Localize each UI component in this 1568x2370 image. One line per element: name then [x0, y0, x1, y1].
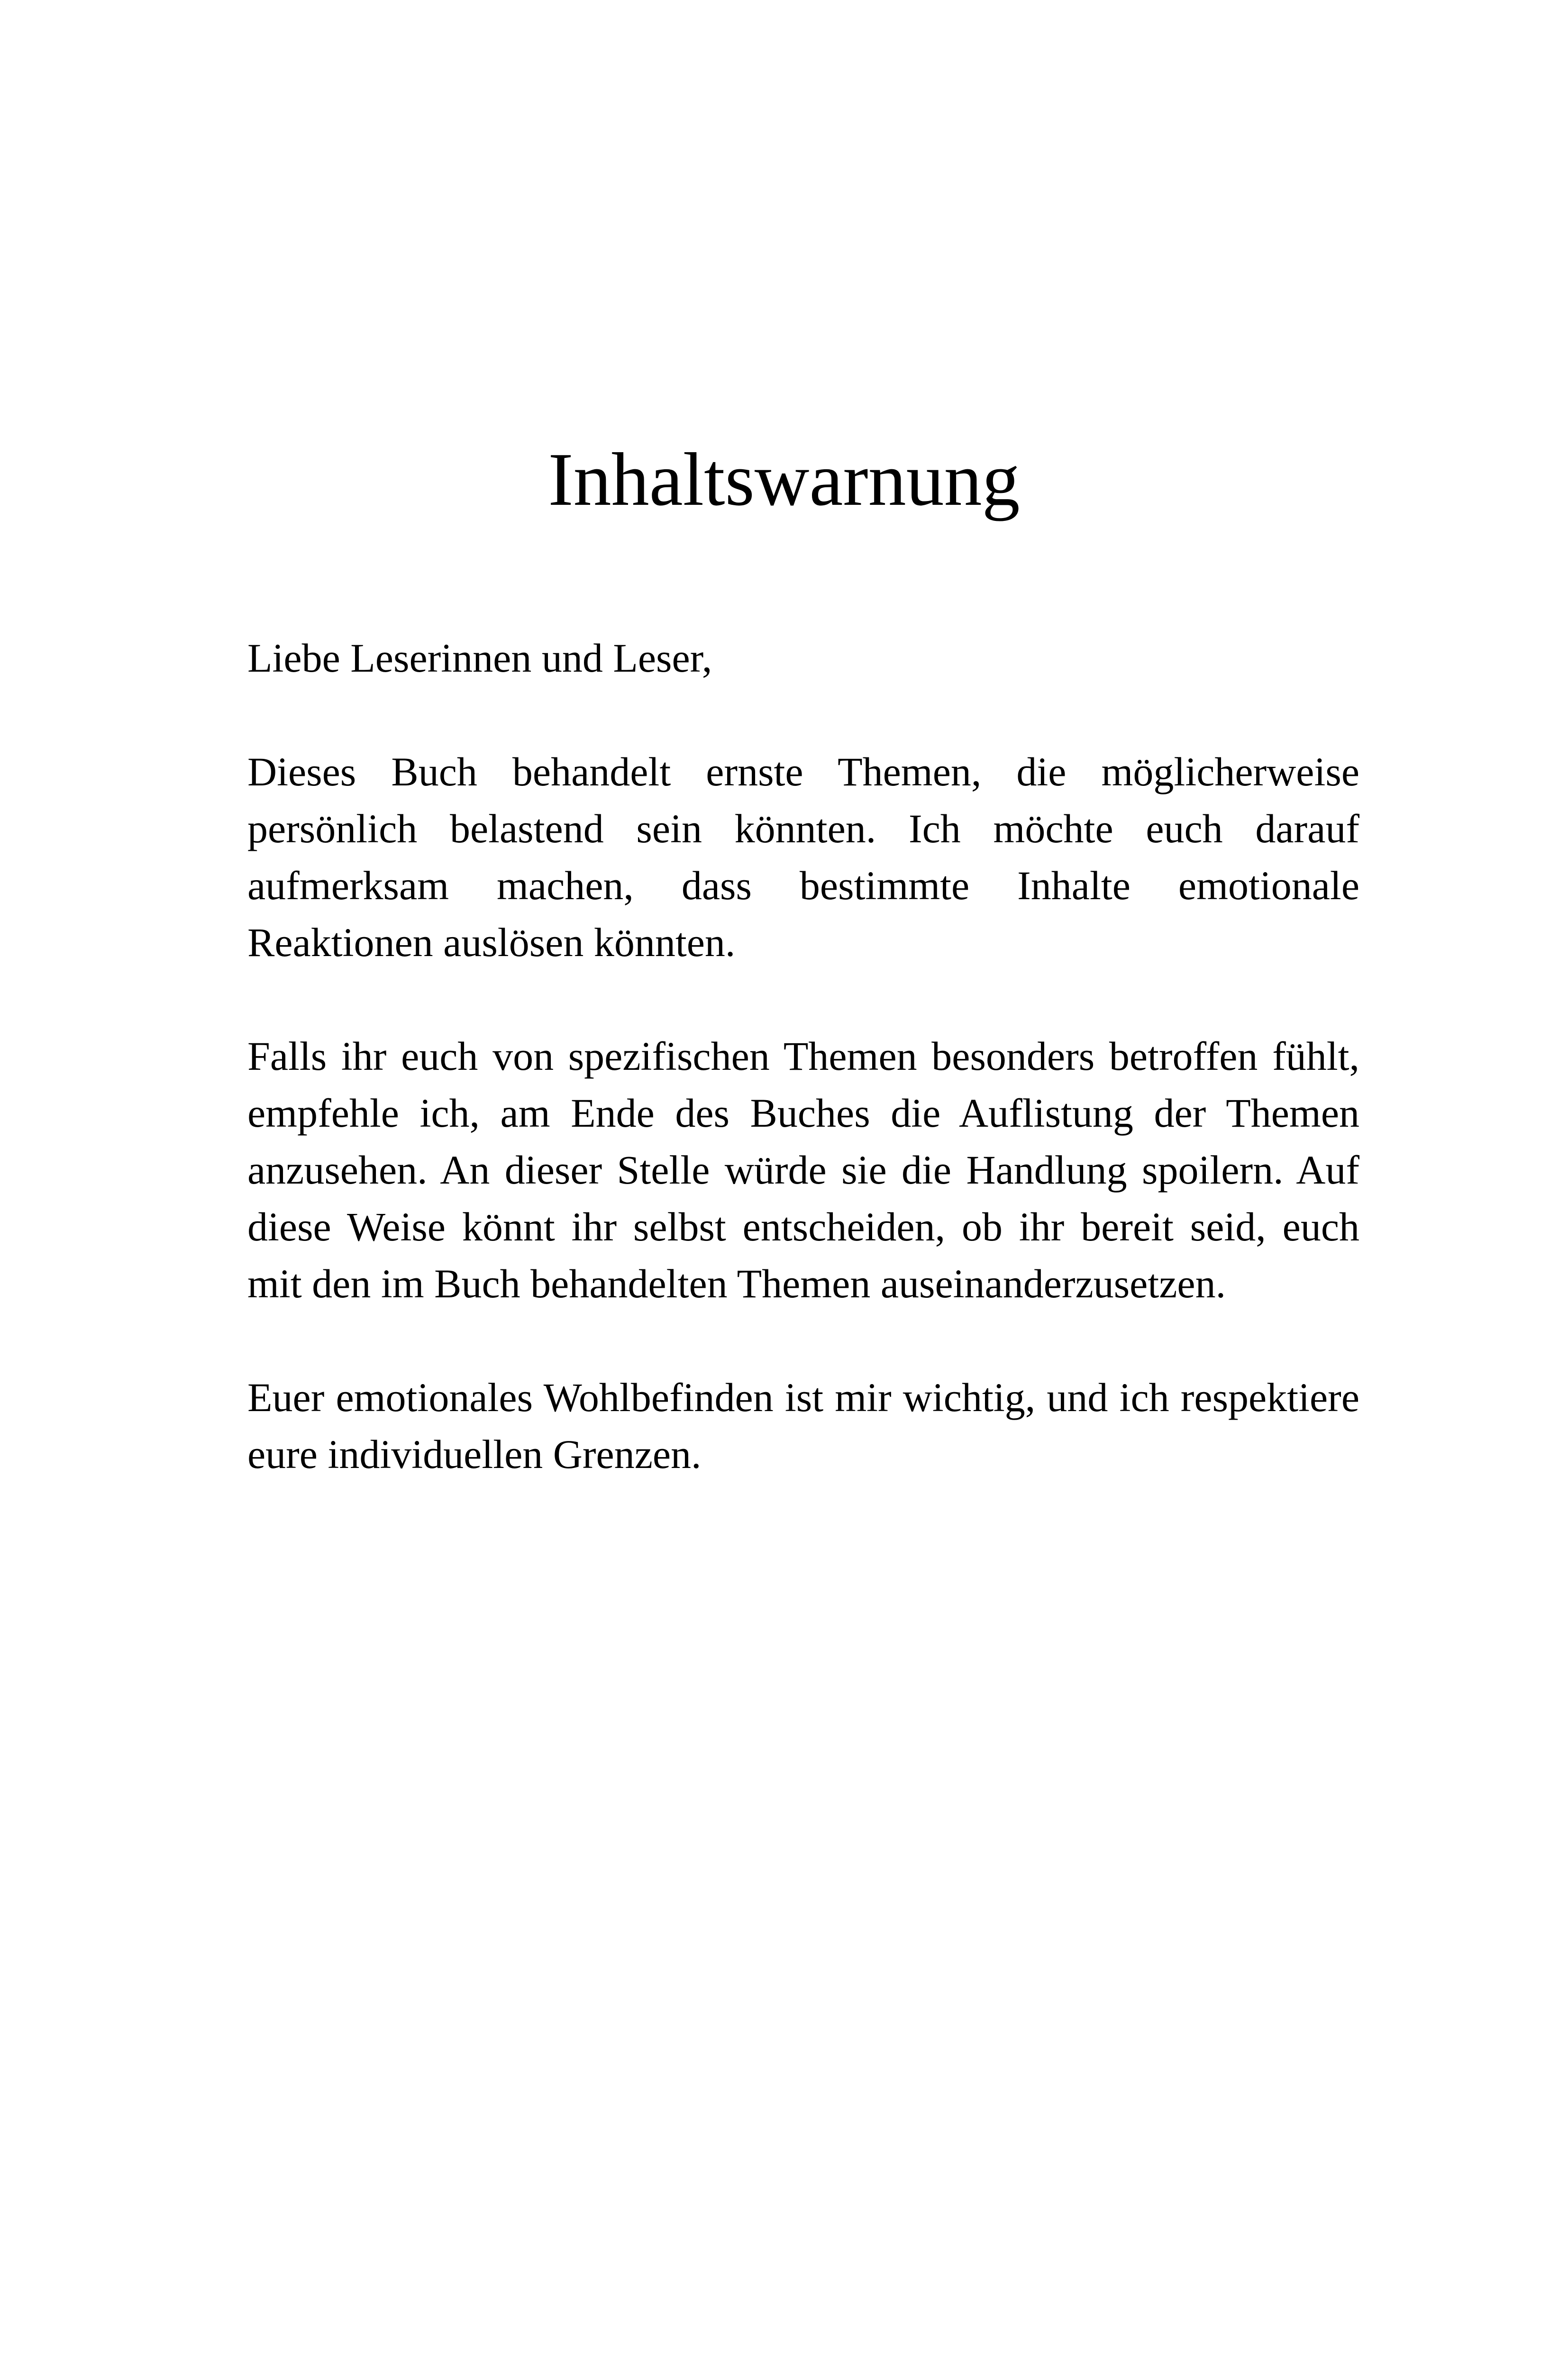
- paragraph-2: Falls ihr euch von spezifischen Themen besonders betroffen fühlt, empfehle ich, am Ende des Buches die Auflistung der Themen anzusehen. An dieser Stelle würde sie die Handlung spoilern. Auf diese Weise könnt ihr selbst entscheiden, ob ihr bereit seid, euch mit den im Buch behandelten Themen auseinanderzusetzen.: [247, 1033, 1359, 1306]
- warning-text: [247, 629, 1359, 1483]
- salutation: Liebe Leserinnen und Leser,: [247, 635, 712, 681]
- page-title: Inhaltswarnung: [548, 437, 1020, 521]
- paragraph-3: Euer emotionales Wohlbefinden ist mir wichtig, und ich respektiere eure individuellen Grenzen.: [247, 1375, 1359, 1477]
- paragraph-1: Dieses Buch behandelt ernste Themen, die möglicherweise persönlich belastend sein könnten. Ich möchte euch darauf aufmerksam machen, dass bestimmte Inhalte emotionale Reaktionen auslösen könnten.: [247, 749, 1359, 965]
